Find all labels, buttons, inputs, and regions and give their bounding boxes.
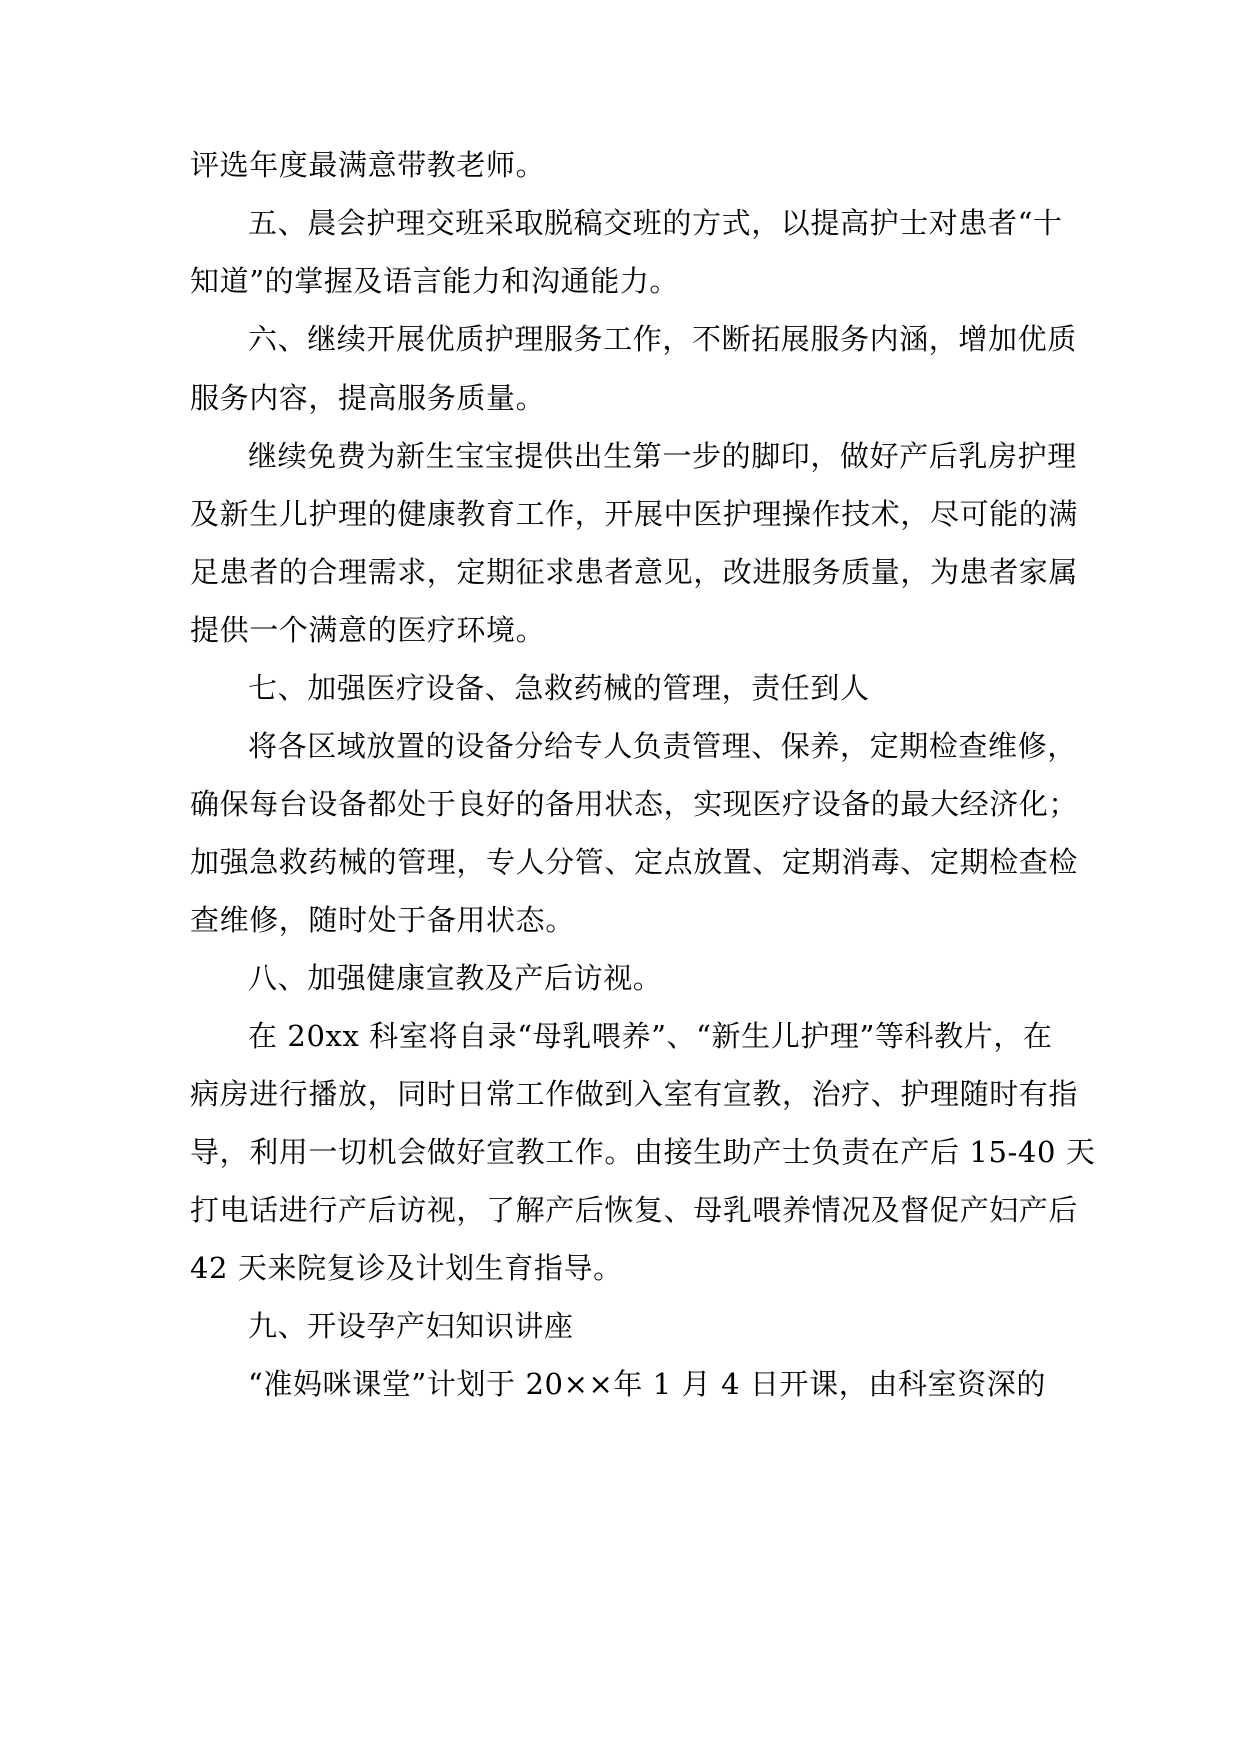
- paragraph-line: 导，利用一切机会做好宣教工作。由接生助产士负责在产后 15-40 天: [190, 1135, 1096, 1169]
- paragraph-line: 六、继续开展优质护理服务工作，不断拓展服务内涵，增加优质: [248, 322, 1077, 356]
- paragraph-line: 将各区域放置的设备分给专人负责管理、保养，定期检查维修，: [248, 729, 1077, 763]
- paragraph-line: 加强急救药械的管理，专人分管、定点放置、定期消毒、定期检查检: [190, 845, 1079, 879]
- paragraph-line: 评选年度最满意带教老师。: [190, 148, 546, 182]
- paragraph-line: 知道”的掌握及语言能力和沟通能力。: [190, 264, 680, 298]
- paragraph-line: “准妈咪课堂”计划于 20××年 1 月 4 日开课，由科室资深的: [248, 1367, 1046, 1401]
- paragraph-line: 查维修，随时处于备用状态。: [190, 903, 575, 937]
- paragraph-line: 五、晨会护理交班采取脱稿交班的方式，以提高护士对患者“十: [248, 206, 1063, 240]
- paragraph-line: 服务内容，提高服务质量。: [190, 381, 546, 415]
- paragraph-line: 继续免费为新生宝宝提供出生第一步的脚印，做好产后乳房护理: [248, 439, 1077, 473]
- paragraph-line: 九、开设孕产妇知识讲座: [248, 1309, 574, 1343]
- paragraph-line: 七、加强医疗设备、急救药械的管理，责任到人: [248, 671, 870, 705]
- paragraph-line: 足患者的合理需求，定期征求患者意见，改进服务质量，为患者家属: [190, 555, 1079, 589]
- paragraph-line: 打电话进行产后访视，了解产后恢复、母乳喂养情况及督促产妇产后: [190, 1193, 1079, 1227]
- paragraph-line: 在 20xx 科室将自录“母乳喂养”、“新生儿护理”等科教片，在: [248, 1019, 1053, 1053]
- paragraph-line: 确保每台设备都处于良好的备用状态，实现医疗设备的最大经济化；: [190, 787, 1079, 821]
- paragraph-line: 及新生儿护理的健康教育工作，开展中医护理操作技术，尽可能的满: [190, 497, 1079, 531]
- paragraph-line: 病房进行播放，同时日常工作做到入室有宣教，治疗、护理随时有指: [190, 1077, 1079, 1111]
- paragraph-line: 八、加强健康宣教及产后访视。: [248, 961, 663, 995]
- paragraph-line: 42 天来院复诊及计划生育指导。: [190, 1251, 623, 1285]
- paragraph-line: 提供一个满意的医疗环境。: [190, 613, 546, 647]
